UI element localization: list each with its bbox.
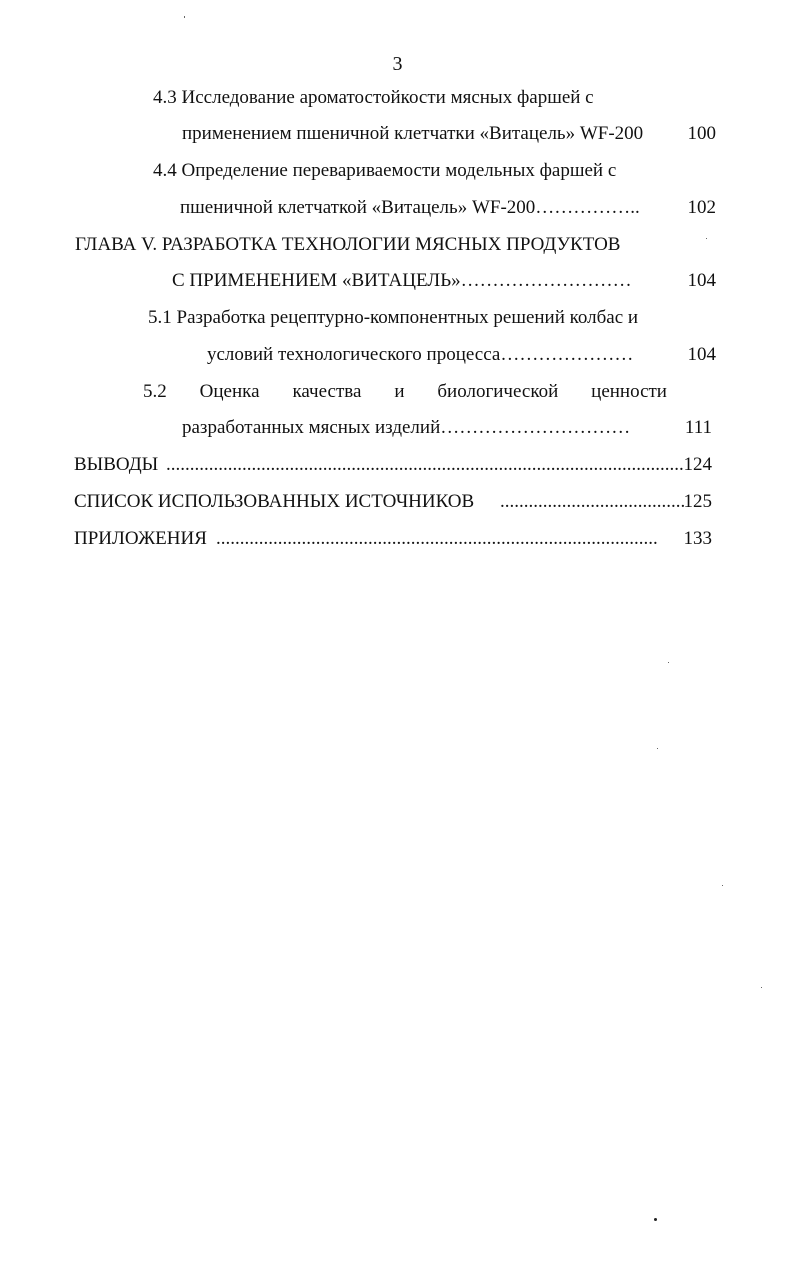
scan-speck — [657, 748, 658, 749]
toc-conclusions-title: ВЫВОДЫ — [74, 454, 159, 475]
toc-appendices-leader: ............................................................................................. — [216, 528, 658, 549]
toc-entry-5-2-word: Оценка — [199, 381, 260, 402]
toc-entry-5-2-word: биологической — [437, 381, 559, 402]
page-number: 3 — [392, 53, 403, 75]
toc-entry-5-2-line-2 — [182, 416, 630, 440]
toc-references-leader: ....................................... — [500, 491, 686, 512]
toc-chapter-5-title: С ПРИМЕНЕНИЕМ «ВИТАЦЕЛЬ» — [172, 270, 461, 291]
toc-entry-5-1-line-2 — [207, 343, 633, 367]
toc-entry-4-4-leader: …………….. — [535, 197, 640, 218]
toc-entry-5-2-number: 5.2 — [143, 381, 167, 402]
toc-entry-5-2-word: и — [394, 381, 405, 402]
toc-entry-5-1-page: 104 — [687, 344, 716, 365]
toc-chapter-5-line-2 — [172, 269, 632, 293]
toc-chapter-5-page: 104 — [687, 270, 716, 291]
toc-entry-5-2-leader: ………………………… — [440, 417, 631, 438]
toc-entry-4-4-line-2 — [180, 196, 640, 220]
toc-references-title: СПИСОК ИСПОЛЬЗОВАННЫХ ИСТОЧНИКОВ — [74, 491, 475, 512]
toc-entry-5-2-word: качества — [292, 381, 362, 402]
scan-speck — [668, 662, 669, 663]
toc-references-page: 125 — [683, 491, 712, 512]
toc-conclusions-page: 124 — [683, 454, 712, 475]
toc-entry-4-4-line-1: 4.4 Определение перевариваемости модельных фаршей с — [153, 160, 617, 181]
scan-speck — [706, 238, 707, 239]
toc-entry-5-2-line-1 — [143, 380, 667, 404]
toc-entry-4-3-line-1: 4.3 Исследование ароматостойкости мясных фаршей с — [153, 87, 594, 108]
scan-speck — [654, 1218, 657, 1221]
scan-speck — [722, 885, 723, 886]
toc-chapter-5-line-1: ГЛАВА V. РАЗРАБОТКА ТЕХНОЛОГИИ МЯСНЫХ ПРОДУКТОВ — [75, 234, 621, 255]
toc-entry-4-4-title: пшеничной клетчаткой «Витацель» WF-200 — [180, 197, 536, 218]
toc-entry-4-4-page: 102 — [687, 197, 716, 218]
toc-entry-4-3-page: 100 — [687, 123, 716, 144]
toc-entry-5-2-page: 111 — [684, 417, 712, 438]
toc-entry-5-1-title: условий технологического процесса — [207, 344, 501, 365]
toc-entry-5-1-leader: ………………… — [500, 344, 634, 365]
toc-entry-5-2-title: разработанных мясных изделий — [182, 417, 441, 438]
toc-entry-5-1-line-1: 5.1 Разработка рецептурно-компонентных решений колбас и — [148, 307, 639, 328]
scan-speck — [761, 987, 762, 988]
toc-conclusions-leader: ............................................................................................................. — [166, 454, 684, 475]
scan-speck — [184, 16, 185, 18]
toc-chapter-5-leader: ……………………… — [460, 270, 632, 291]
toc-entry-4-3-line-2: применением пшеничной клетчатки «Витацель» WF-200 — [182, 123, 644, 144]
toc-entry-5-2-word: ценности — [591, 381, 667, 402]
toc-appendices-title: ПРИЛОЖЕНИЯ — [74, 528, 207, 549]
toc-appendices-page: 133 — [683, 528, 712, 549]
